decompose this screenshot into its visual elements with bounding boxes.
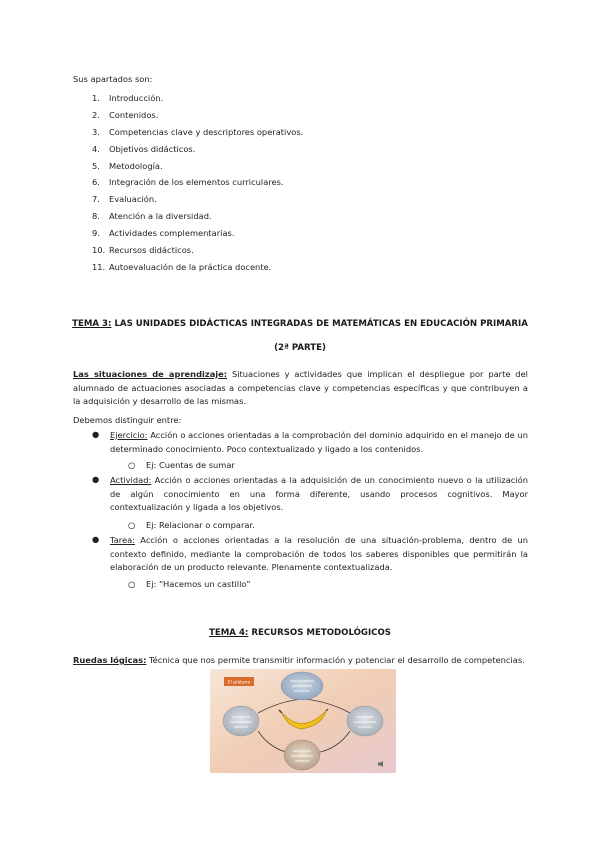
apartado-number: 11.	[92, 261, 106, 272]
apartado-label: Actividades complementarias.	[109, 228, 235, 239]
apartado-item	[92, 160, 303, 177]
situaciones-text: Situaciones y actividades que implican el despliegue por parte del alumnado de actuaciones asociadas a competencias clave y competencias específicas y que contribuyen a la adquisición y desarrollo de las mismas.	[73, 369, 528, 406]
apartado-label: Objetivos didácticos.	[109, 143, 196, 154]
wheel-node-bottom	[284, 740, 320, 770]
apartado-label: Atención a la diversidad.	[109, 211, 212, 222]
apartado-number: 9.	[92, 228, 100, 239]
apartado-item	[92, 109, 303, 126]
apartado-label: Metodología.	[109, 160, 163, 171]
tarea-text: Acción o acciones orientadas a la resolución de una situación-problema, dentro de un contexto definido, mediante la comprobación de todos los saberes disponibles que permitirán la elaboración de un producto relevante. Plenamente contextualizada.	[110, 535, 528, 572]
apartado-label: Integración de los elementos curriculares.	[109, 177, 284, 188]
tema3-subtitle: (2ª PARTE)	[274, 343, 326, 353]
tema3-heading	[0, 319, 600, 329]
apartado-number: 5.	[92, 160, 100, 171]
actividad-example	[128, 519, 255, 531]
apartado-number: 7.	[92, 194, 100, 205]
tema4-prefix: TEMA 4:	[209, 628, 249, 638]
apartado-label: Introducción.	[109, 93, 164, 103]
situaciones-term: Las situaciones de aprendizaje:	[73, 369, 228, 379]
actividad-term: Actividad:	[110, 475, 152, 485]
apartado-number: 10.	[92, 245, 106, 256]
tipo-actividad	[110, 474, 528, 515]
tema3-prefix: TEMA 3:	[72, 319, 112, 329]
tipo-ejercicio	[110, 429, 528, 456]
apartados-list	[92, 92, 303, 278]
wheel-node-right	[347, 706, 383, 736]
tema4-title: RECURSOS METODOLÓGICOS	[248, 628, 391, 638]
actividad-text: Acción o acciones orientadas a la adquisición de un conocimiento nuevo o la utilización de algún conocimiento en una forma diferente, usando procesos cognitivos. Mayor contextualización y ligada a los objetivos.	[110, 475, 528, 512]
apartado-item	[92, 244, 303, 261]
tema3-title: LAS UNIDADES DIDÁCTICAS INTEGRADAS DE MATEMÁTICAS EN EDUCACIÓN PRIMARIA	[111, 319, 528, 329]
ruedas-text: Técnica que nos permite transmitir información y potenciar el desarrollo de competencias.	[146, 655, 525, 665]
apartado-number: 1.	[92, 93, 100, 103]
ruedas-paragraph	[73, 654, 525, 666]
tipo-tarea	[110, 534, 528, 575]
tarea-example-text: Ej: “Hacemos un castillo”	[146, 579, 251, 589]
ejercicio-example	[128, 459, 235, 471]
apartado-number: 4.	[92, 143, 100, 154]
tarea-term: Tarea:	[110, 535, 135, 545]
intro-text: Sus apartados son:	[73, 74, 153, 84]
circle-bullet-icon: ○	[128, 579, 136, 589]
apartado-item	[92, 176, 303, 193]
apartado-number: 6.	[92, 177, 100, 188]
apartado-label: Recursos didácticos.	[109, 245, 194, 256]
apartado-number: 2.	[92, 109, 100, 120]
apartado-item	[92, 143, 303, 160]
tarea-example	[128, 578, 251, 590]
diagram-tag-text: El plátano	[227, 680, 251, 686]
apartado-item	[92, 227, 303, 244]
apartado-item	[92, 193, 303, 210]
bullet-icon: ●	[92, 534, 100, 544]
logic-wheel-image	[210, 669, 396, 773]
ejercicio-text: Acción o acciones orientadas a la comprobación del dominio adquirido en el manejo de un determinado conocimiento. Poco contextualizado y ligado a los contenidos.	[110, 430, 528, 454]
ejercicio-term: Ejercicio:	[110, 430, 148, 440]
actividad-example-text: Ej: Relacionar o comparar.	[146, 520, 255, 530]
apartado-number: 8.	[92, 211, 100, 222]
circle-bullet-icon: ○	[128, 520, 136, 530]
apartado-item	[92, 210, 303, 227]
apartado-label: Autoevaluación de la práctica docente.	[109, 261, 272, 272]
wheel-node-left	[223, 706, 259, 736]
apartado-label: Evaluación.	[109, 194, 157, 205]
bullet-icon: ●	[92, 474, 100, 484]
apartado-item	[92, 126, 303, 143]
situaciones-paragraph	[73, 368, 528, 409]
apartado-label: Contenidos.	[109, 109, 159, 120]
tema4-heading	[0, 628, 600, 638]
logic-wheel-diagram	[210, 669, 396, 773]
bullet-icon: ●	[92, 429, 100, 439]
ruedas-term: Ruedas lógicas:	[73, 655, 147, 665]
circle-bullet-icon: ○	[128, 460, 136, 470]
apartado-item	[92, 261, 303, 278]
distinguir-text: Debemos distinguir entre:	[73, 415, 182, 425]
apartado-item	[92, 92, 303, 109]
apartado-label: Competencias clave y descriptores operativos.	[109, 126, 304, 137]
ejercicio-example-text: Ej: Cuentas de sumar	[146, 460, 235, 470]
apartado-number: 3.	[92, 126, 100, 137]
